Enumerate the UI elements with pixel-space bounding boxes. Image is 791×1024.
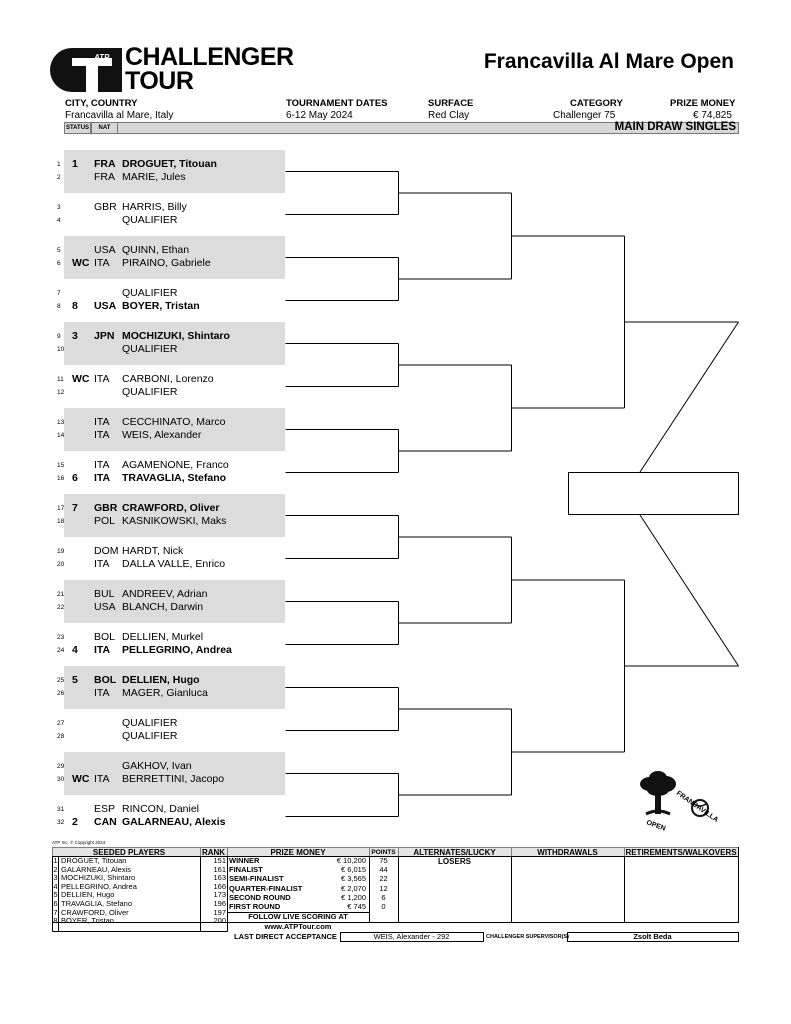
player-name: BOYER, Tristan (122, 300, 200, 312)
draw-line-number: 32 (57, 819, 65, 826)
seed-number: 8 (53, 916, 58, 926)
draw-line-number: 18 (57, 518, 65, 525)
logo-atp-text: ATP (94, 53, 110, 62)
seeded-player-rank: 163 (213, 873, 226, 883)
player-nationality: BOL (94, 631, 116, 643)
player-nationality: ITA (94, 773, 110, 785)
prize-round: SECOND ROUND (229, 892, 291, 902)
prize-points: 22 (379, 874, 388, 884)
player-nationality: BOL (94, 674, 117, 686)
seed-number: 7 (53, 907, 58, 917)
player-nationality: ITA (94, 459, 110, 471)
draw-line-number: 12 (57, 389, 65, 396)
prize-round: SEMI-FINALIST (229, 874, 284, 884)
prize-amount: € 1,200 (340, 892, 366, 902)
category-label: CATEGORY (570, 98, 623, 109)
atp-tour-link[interactable]: www.ATPTour.com (264, 922, 332, 931)
prize-points: 12 (379, 883, 388, 893)
draw-line-number: 26 (57, 690, 65, 697)
player-seed-status: WC (72, 257, 90, 269)
seeded-player-rank: 166 (213, 881, 226, 891)
logo-challenger-text: CHALLENGER (125, 43, 294, 71)
player-name: DALLA VALLE, Enrico (122, 558, 226, 570)
prize-label: PRIZE MONEY (670, 98, 736, 109)
prize-points: 0 (381, 902, 386, 911)
draw-line-number: 17 (57, 505, 65, 512)
draw-line-number: 5 (57, 247, 61, 254)
player-nationality: JPN (94, 330, 115, 342)
seeded-player-rank: 151 (213, 856, 226, 865)
dates-value: 6-12 May 2024 (286, 110, 353, 121)
player-nationality: ITA (94, 429, 110, 441)
draw-line-number: 21 (57, 591, 65, 598)
seeded-player-rank: 161 (213, 864, 226, 874)
player-nationality: GBR (94, 201, 117, 213)
prize-points: 75 (379, 856, 388, 865)
draw-line-number: 29 (57, 763, 65, 770)
prize-money-header: PRIZE MONEY (270, 848, 326, 857)
player-name: ANDREEV, Adrian (122, 588, 208, 600)
player-name: HARRIS, Billy (122, 201, 187, 213)
player-seed-status: 7 (72, 502, 78, 514)
player-name: QUALIFIER (122, 287, 178, 299)
seeded-player-rank: 173 (213, 890, 226, 900)
draw-line-number: 13 (57, 419, 65, 426)
player-name: BLANCH, Darwin (122, 601, 204, 613)
player-name: HARDT, Nick (122, 545, 184, 557)
player-seed-status: 8 (72, 300, 78, 312)
player-nationality: ITA (94, 644, 111, 656)
draw-line-number: 3 (57, 204, 61, 211)
prize-round: FIRST ROUND (229, 902, 281, 911)
player-seed-status: 2 (72, 816, 78, 828)
draw-line-number: 10 (57, 346, 65, 353)
draw-line-number: 15 (57, 462, 65, 469)
player-seed-status: WC (72, 373, 90, 385)
player-nationality: DOM (94, 545, 119, 557)
player-name: CARBONI, Lorenzo (122, 373, 214, 385)
player-nationality: ITA (94, 257, 110, 269)
seeded-player-name: DELLIEN, Hugo (61, 890, 115, 900)
player-nationality: CAN (94, 816, 117, 828)
player-name: CECCHINATO, Marco (122, 416, 226, 428)
seeded-player-name: DROGUET, Titouan (61, 856, 127, 865)
draw-line-number: 23 (57, 634, 65, 641)
player-name: QUALIFIER (122, 214, 178, 226)
draw-line-number: 14 (57, 432, 65, 439)
seeded-player-name: GALARNEAU, Alexis (61, 864, 132, 874)
prize-amount: € 3,565 (340, 874, 366, 884)
seeded-player-name: CRAWFORD, Oliver (61, 907, 129, 917)
seed-number: 6 (53, 899, 58, 908)
prize-round: QUARTER-FINALIST (229, 883, 303, 893)
alternates-header: ALTERNATES/LUCKY LOSERS (413, 848, 496, 866)
player-name: DELLIEN, Hugo (122, 674, 200, 686)
prize-value: € 74,825 (693, 110, 732, 121)
player-name: MARIE, Jules (122, 171, 186, 183)
draw-line-number: 25 (57, 677, 65, 684)
seed-number: 1 (53, 856, 58, 865)
draw-line-number: 22 (57, 604, 65, 611)
nat-header: NAT (91, 122, 118, 134)
player-name: DROGUET, Titouan (122, 158, 217, 170)
dates-label: TOURNAMENT DATES (286, 98, 388, 109)
seeded-players-header: SEEDED PLAYERS (92, 848, 166, 857)
seed-number: 5 (53, 890, 58, 900)
points-header: POINTS (371, 849, 396, 856)
player-nationality: USA (94, 601, 116, 613)
prize-amount: € 2,070 (340, 883, 366, 893)
player-name: QUALIFIER (122, 730, 178, 742)
city-value: Francavilla al Mare, Italy (65, 110, 174, 121)
main-draw-label: MAIN DRAW SINGLES (614, 121, 736, 133)
player-nationality: ESP (94, 803, 116, 815)
player-name: MOCHIZUKI, Shintaro (122, 330, 230, 342)
player-name: AGAMENONE, Franco (122, 459, 229, 471)
player-name: QUALIFIER (122, 717, 178, 729)
player-name: QUALIFIER (122, 343, 178, 355)
logo-tour-text: TOUR (125, 67, 194, 95)
seeded-player-name: MOCHIZUKI, Shintaro (61, 873, 136, 883)
player-seed-status: 4 (72, 644, 78, 656)
retirements-header: RETIREMENTS/WALKOVERS (625, 848, 737, 857)
player-nationality: BUL (94, 588, 115, 600)
player-nationality: USA (94, 300, 117, 312)
withdrawals-header: WITHDRAWALS (537, 848, 598, 857)
prize-points: 6 (381, 892, 386, 902)
player-name: PELLEGRINO, Andrea (122, 644, 232, 656)
player-name: MAGER, Gianluca (122, 687, 208, 699)
player-nationality: FRA (94, 158, 116, 170)
follow-scoring-label: FOLLOW LIVE SCORING AT (248, 912, 348, 921)
player-name: TRAVAGLIA, Stefano (122, 472, 227, 484)
player-seed-status: 3 (72, 330, 78, 342)
draw-line-number: 16 (57, 475, 65, 482)
seeded-player-name: TRAVAGLIA, Stefano (61, 899, 133, 908)
draw-line-number: 11 (57, 376, 64, 383)
player-seed-status: 6 (72, 472, 78, 484)
status-header: STATUS (64, 122, 91, 134)
player-name: QUINN, Ethan (122, 244, 190, 256)
player-nationality: USA (94, 244, 116, 256)
player-nationality: FRA (94, 171, 115, 183)
prize-round: WINNER (229, 856, 260, 865)
player-seed-status: 1 (72, 158, 78, 170)
player-nationality: ITA (94, 472, 111, 484)
draw-line-number: 31 (57, 806, 65, 813)
rank-header: RANK (201, 848, 226, 857)
seeded-player-name: PELLEGRINO, Andrea (61, 881, 137, 891)
player-name: CRAWFORD, Oliver (122, 502, 220, 514)
draw-line-number: 7 (57, 290, 61, 297)
last-direct-acceptance-label: LAST DIRECT ACCEPTANCE (234, 932, 337, 941)
draw-line-number: 2 (57, 174, 61, 181)
surface-value: Red Clay (428, 110, 470, 121)
prize-amount: € 6,015 (340, 865, 366, 875)
player-name: DELLIEN, Murkel (122, 631, 204, 643)
draw-line-number: 24 (57, 647, 65, 654)
seeded-player-name: BOYER, Tristan (61, 916, 114, 926)
player-nationality: GBR (94, 502, 118, 514)
player-name: WEIS, Alexander (122, 429, 202, 441)
player-nationality: ITA (94, 558, 110, 570)
prize-points: 44 (379, 865, 388, 875)
supervisor-label: CHALLENGER SUPERVISOR(S) (486, 934, 570, 940)
draw-line-number: 27 (57, 720, 65, 727)
seed-number: 3 (53, 873, 58, 883)
draw-line-number: 20 (57, 561, 65, 568)
draw-line-number: 6 (57, 260, 61, 267)
draw-line-number: 8 (57, 303, 61, 310)
player-name: PIRAINO, Gabriele (122, 257, 211, 269)
player-name: GAKHOV, Ivan (122, 760, 192, 772)
logo-text-francavilla: FRANCAVILLA (674, 789, 720, 824)
player-nationality: POL (94, 515, 116, 527)
player-nationality: ITA (94, 416, 110, 428)
player-nationality: ITA (94, 687, 110, 699)
player-name: RINCON, Daniel (122, 803, 200, 815)
player-name: GALARNEAU, Alexis (122, 816, 226, 828)
prize-amount: € 10,200 (336, 856, 366, 865)
draw-line-number: 4 (57, 217, 61, 224)
seed-number: 2 (53, 864, 58, 874)
player-name: KASNIKOWSKI, Maks (122, 515, 227, 527)
prize-amount: € 745 (347, 902, 366, 911)
seeded-player-rank: 200 (213, 916, 226, 926)
copyright-text: ATP Inc. © Copyright 2024 (52, 840, 106, 845)
draw-line-number: 19 (57, 548, 65, 555)
player-name: BERRETTINI, Jacopo (122, 773, 225, 785)
seeded-player-rank: 197 (213, 907, 226, 917)
seeded-player-rank: 196 (213, 899, 226, 908)
tournament-title: Francavilla Al Mare Open (483, 50, 734, 73)
player-nationality: ITA (94, 373, 110, 385)
draw-line-number: 1 (57, 161, 61, 168)
player-seed-status: 5 (72, 674, 78, 686)
player-name: QUALIFIER (122, 386, 178, 398)
draw-line-number: 28 (57, 733, 65, 740)
seed-number: 4 (53, 881, 58, 891)
prize-round: FINALIST (229, 865, 263, 875)
surface-label: SURFACE (428, 98, 474, 109)
city-label: CITY, COUNTRY (65, 98, 138, 109)
draw-line-number: 30 (57, 776, 65, 783)
player-seed-status: WC (72, 773, 90, 785)
category-value: Challenger 75 (553, 110, 616, 121)
draw-line-number: 9 (57, 333, 61, 340)
supervisor-value: Zsolt Beda (633, 932, 672, 941)
logo-text-open: OPEN (645, 819, 667, 833)
last-direct-acceptance-value: WEIS, Alexander - 292 (373, 932, 450, 941)
